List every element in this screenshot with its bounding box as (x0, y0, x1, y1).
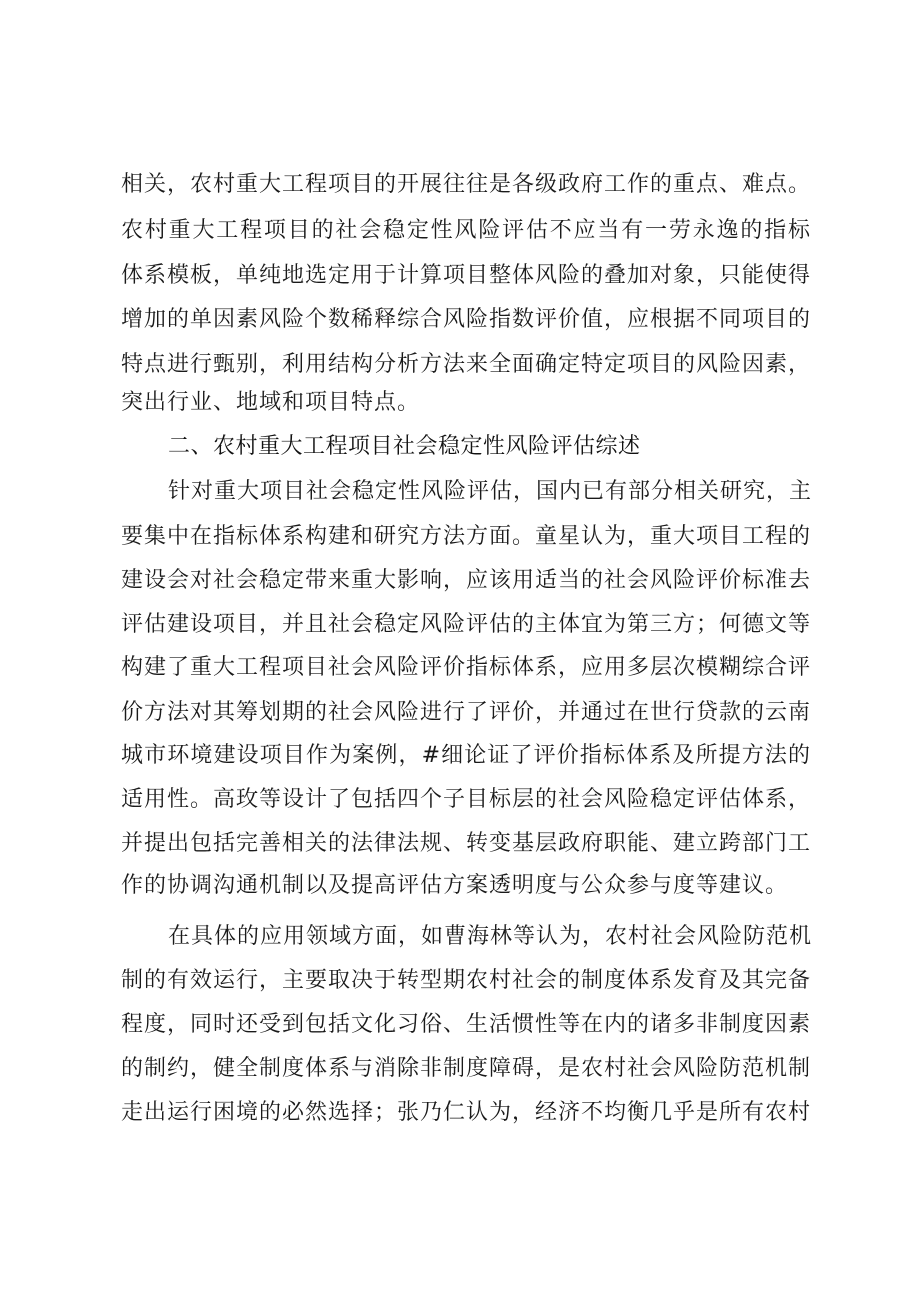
paragraph-1-line-2: 农村重大工程项目的社会稳定性风险评估不应当有一劳永逸的指标 (121, 218, 811, 243)
paragraph-1-line-4: 增加的单因素风险个数稀释综合风险指数评价值，应根据不同项目的 (121, 307, 812, 332)
paragraph-2-line-9: 并提出包括完善相关的法律法规、转变基层政府职能、建立跨部门工 (121, 831, 812, 856)
paragraph-2-line-2: 要集中在指标体系构建和研究方法方面。童星认为，重大项目工程的 (121, 524, 812, 549)
paragraph-2-line-3: 建设会对社会稳定带来重大影响，应该用适当的社会风险评价标准去 (121, 568, 812, 593)
paragraph-2-line-5: 构建了重大工程项目社会风险评价指标体系，应用多层次模糊综合评 (121, 655, 812, 680)
paragraph-2-line-10: 作的协调沟通机制以及提高评估方案透明度与公众参与度等建议。 (121, 873, 789, 898)
paragraph-1-line-6: 突出行业、地域和项目特点。 (121, 390, 421, 415)
paragraph-2-line-1: 针对重大项目社会稳定性风险评估，国内已有部分相关研究，主 (168, 479, 813, 504)
paragraph-2-line-8: 适用性。高玫等设计了包括四个子目标层的社会风险稳定评估体系， (121, 787, 812, 812)
paragraph-3-line-4: 的制约，健全制度体系与消除非制度障碍，是农村社会风险防范机制 (121, 1056, 812, 1081)
paragraph-1-line-3: 体系模板，单纯地选定用于计算项目整体风险的叠加对象，只能使得 (121, 263, 812, 288)
paragraph-1-line-1: 相关，农村重大工程项目的开展往往是各级政府工作的重点、难点。 (121, 172, 812, 197)
paragraph-3-line-3: 程度，同时还受到包括文化习俗、生活惯性等在内的诸多非制度因素 (121, 1012, 812, 1037)
paragraph-3-line-2: 制的有效运行，主要取决于转型期农村社会的制度体系发育及其完备 (121, 968, 812, 993)
section-heading: 二、农村重大工程项目社会稳定性风险评估综述 (168, 434, 641, 459)
paragraph-2-line-4: 评估建设项目，并且社会稳定风险评估的主体宜为第三方；何德文等 (121, 612, 812, 637)
paragraph-2-line-7: 城市环境建设项目作为案例，#细论证了评价指标体系及所提方法的 (121, 743, 811, 768)
paragraph-1-line-5: 特点进行甄别，利用结构分析方法来全面确定特定项目的风险因素， (121, 352, 812, 377)
paragraph-3-line-1: 在具体的应用领域方面，如曹海林等认为，农村社会风险防范机 (168, 924, 813, 949)
paragraph-3-line-5: 走出运行困境的必然选择；张乃仁认为，经济不均衡几乎是所有农村 (121, 1100, 812, 1125)
paragraph-2-line-6: 价方法对其筹划期的社会风险进行了评价，并通过在世行贷款的云南 (121, 700, 812, 725)
